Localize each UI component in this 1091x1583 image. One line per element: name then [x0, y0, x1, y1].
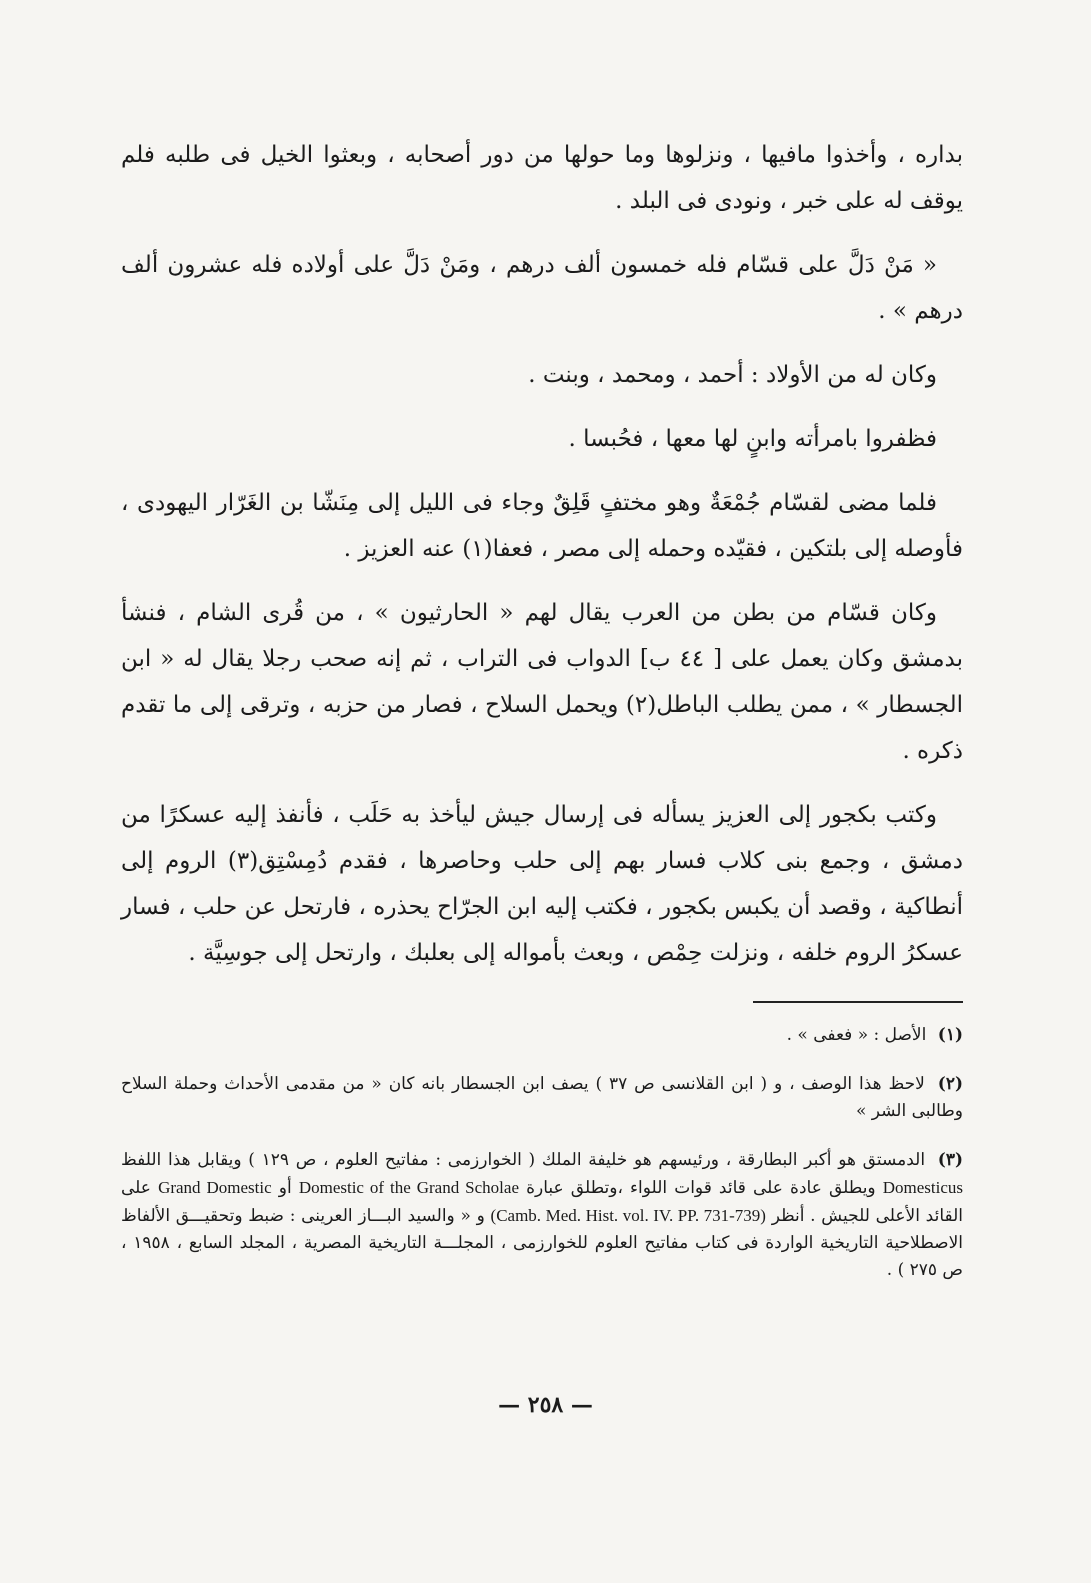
footnote — [121, 1147, 963, 1284]
footnote-number: (١) — [937, 1025, 963, 1045]
footnote-text: ويطلق عادة على قائد قوات اللواء ،وتطلق عبارة — [526, 1178, 876, 1198]
footnote-text: على القائد الأعلى للجيش . أنظر — [121, 1178, 963, 1226]
footnote-number: (٣) — [937, 1150, 964, 1170]
paragraph: وكان له من الأولاد : أحمد ، ومحمد ، وبنت . — [528, 362, 937, 388]
footnote-latin-term: Domestic of the Grand Scholae — [298, 1178, 519, 1197]
footnote — [121, 1022, 963, 1049]
footnote-text: أو — [278, 1178, 292, 1198]
paragraph: وكتب بكجور إلى العزيز يسأله فى إرسال جيش ليأخذ به حَلَب ، فأنفذ إليه عسكرًا من دمشق ، وجمع بنى كلاب فسار بهم إلى حلب وحاصرها ، فقدم دُمِسْتِق(٣) الروم إلى أنطاكية ، وقصد أن يكبس بكجور ، فكتب إليه ابن الجرّاح يحذره ، فارتحل عن حلب ، فسار عسكرُ الروم خلفه ، ونزلت حِمْص ، وبعث بأمواله إلى بعلبك ، وارتحل إلى جوسِيَّة . — [121, 802, 963, 966]
main-text — [121, 132, 963, 994]
footnote-text: و « والسيد البـــاز العرينى : ضبط وتحقيـــق الألفاظ الاصطلاحية التاريخية الواردة فى كتاب مفاتيح العلوم للخوارزمى ، المجلـــة التاريخية المصرية ، المجلد السابع ، ١٩٥٨ ، ص ٢٧٥ ) . — [121, 1206, 963, 1280]
paragraph: وكان قسّام من بطن من العرب يقال لهم « الحارثيون » ، من قُرى الشام ، فنشأ بدمشق وكان يعمل على [ ٤٤ ب] الدواب فى التراب ، ثم إنه صحب رجلا يقال له « ابن الجسطار » ، ممن يطلب الباطل(٢) ويحمل السلاح ، فصار من حزبه ، وترقى إلى ما تقدم ذكره . — [121, 600, 963, 764]
footnote — [121, 1071, 963, 1125]
footnote-latin-term: Domesticus — [882, 1178, 964, 1197]
paragraph: فلما مضى لقسّام جُمْعَةٌ وهو مختفٍ قَلِقٌ وجاء فى الليل إلى مِنَشّا بن الغَرّار اليهودى ، فأوصله إلى بلتكين ، فقيّده وحمله إلى مصر ، فعفا(١) عنه العزيز . — [121, 490, 963, 562]
footnote-text: لاحظ هذا الوصف ، و ( ابن القلانسى ص ٣٧ ) يصف ابن الجسطار بانه كان « من مقدمى الأحداث وحملة السلاح وطالبى الشر » — [121, 1074, 963, 1121]
paragraph: بداره ، وأخذوا مافيها ، ونزلوها وما حولها من دور أصحابه ، وبعثوا الخيل فى طلبه فلم يوقف له على خبر ، ونودى فى البلد . — [121, 142, 963, 214]
footnote-divider — [753, 1001, 963, 1003]
footnote-citation: (Camb. Med. Hist. vol. IV. PP. 731-739) — [490, 1206, 766, 1225]
footnotes — [121, 1022, 963, 1306]
footnote-latin-term: Grand Domestic — [158, 1178, 272, 1197]
footnote-text: الأصل : « فعفى » . — [786, 1025, 927, 1045]
paragraph: فظفروا بامرأته وابنٍ لها معها ، فحُبسا . — [568, 426, 937, 452]
paragraph: « مَنْ دَلَّ على قسّام فله خمسون ألف درهم ، ومَنْ دَلَّ على أولاده فله عشرون ألف درهم » . — [121, 252, 963, 324]
footnote-number: (٢) — [937, 1074, 963, 1094]
footnote-text: الدمستق هو أكبر البطارقة ، ورئيسهم هو خليفة الملك ( الخوارزمى : مفاتيح العلوم ، ص ١٢٩ ) ويقابل هذا اللفظ — [121, 1150, 926, 1170]
page-number: — ٢٥٨ — — [498, 1392, 593, 1418]
